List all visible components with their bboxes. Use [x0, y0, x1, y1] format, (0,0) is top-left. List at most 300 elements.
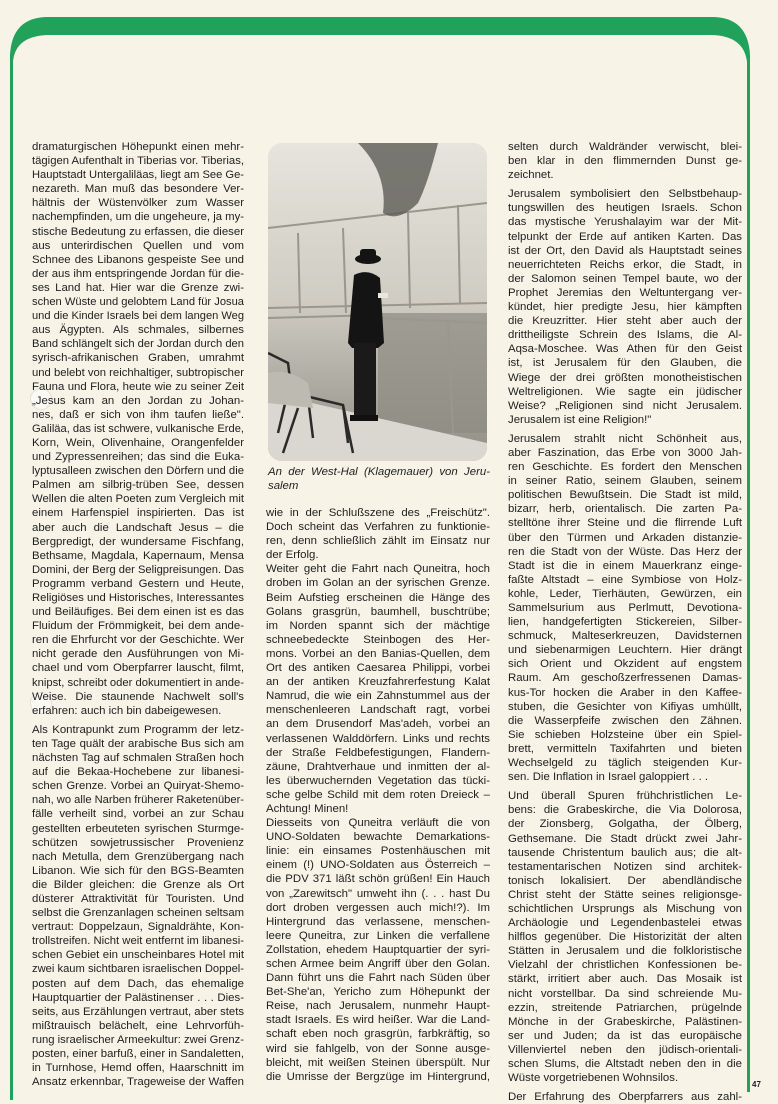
text-line-content: seits, aus Erzählungen vertraut, aber stets	[32, 1005, 244, 1018]
text-line-content: kündet, hier predigte Jesu, hier kämpften	[508, 301, 742, 314]
text-line-content: ser und Juden; da ist das europäische	[508, 1029, 742, 1042]
text-line	[32, 605, 244, 619]
text-line-content: Jerusalem ist eine Religion!"	[508, 413, 652, 426]
text-line-content: stelltöne ihrer Steine und die flirrende Luft	[508, 517, 742, 530]
text-line	[32, 464, 244, 478]
text-line-content: hältnis der Wüstenvölker zum Wasser	[32, 197, 244, 210]
text-line-content: fälle verheilt sind, vorbei an zur Schau	[32, 808, 244, 821]
text-line	[266, 717, 490, 731]
text-line	[32, 140, 244, 154]
text-line-content: tägigen Aufenthalt in Tiberias vor. Tiberias,	[32, 155, 244, 168]
text-line	[266, 1056, 490, 1070]
text-line-content: Als Kontrapunkt zum Programm der letz-	[32, 723, 244, 736]
text-line	[508, 545, 742, 559]
text-line	[266, 901, 490, 915]
text-line	[508, 187, 742, 201]
text-line	[32, 168, 244, 182]
text-line	[508, 930, 742, 944]
text-line	[508, 958, 742, 972]
text-line	[32, 661, 244, 675]
text-line-content: rung israelischer Armeekultur: zwei Grenz-	[32, 1033, 244, 1046]
text-line	[32, 892, 244, 906]
text-line-content: Hintergrund das verlassene, menschen-	[266, 915, 490, 928]
text-line-content: Jerusalem strahlt nicht Schönheit aus,	[508, 432, 742, 445]
text-line	[266, 619, 490, 633]
text-line-content: hilflos gegenüber. Die Historizität der alten	[508, 931, 742, 944]
text-line	[266, 732, 490, 746]
paragraph	[32, 723, 244, 1089]
text-line	[266, 887, 490, 901]
text-line	[508, 1015, 742, 1029]
text-line-content: Sie schieben Holzsteine über ein Spiel-	[508, 728, 742, 741]
text-line-content: Wiege der drei größten monotheistischen	[508, 371, 742, 384]
text-line-content: der aus ihm entspringende Jordan für die-	[32, 267, 244, 280]
text-line	[508, 742, 742, 756]
text-line-content: das mystische Yerushalayim war der Mit-	[508, 216, 742, 229]
text-line	[266, 957, 490, 971]
paragraph	[266, 562, 490, 816]
text-line-content: schichtlichen Ursprungs als Mischung von	[508, 902, 742, 915]
text-line-content: nicht vorstellbar. Da sind schreiende Mu-	[508, 987, 742, 1000]
text-line	[32, 822, 244, 836]
text-line-content: erfahren: auch ich bin dabeigewesen.	[32, 704, 222, 717]
text-line-content: Diesseits von Quneitra verläuft die von	[266, 817, 490, 830]
text-line	[508, 432, 742, 446]
text-line-content: selbst die Grenzanlagen scheinen seltsam	[32, 907, 244, 920]
text-line	[508, 573, 742, 587]
text-line-content: tausende Christentum baulich aus; die alt-	[508, 846, 742, 859]
text-line-content: chael und vom Oberpfarrer lauscht, filmt,	[32, 662, 244, 675]
text-line	[266, 548, 490, 562]
text-line-content: tungswillen des heutigen Israels. Schon	[508, 202, 742, 215]
text-line-content: der Erfolg.	[266, 549, 319, 562]
text-line-content: Stätten in Jerusalem und die folkloristische	[508, 945, 742, 958]
text-line-content: von „Zarewitsch" umweht ihn (. . . hast Du	[266, 887, 490, 900]
text-line	[266, 985, 490, 999]
text-line	[508, 413, 742, 427]
text-line	[508, 356, 742, 370]
text-line-content: Vielzahl der christlichen Konfessionen be-	[508, 959, 742, 972]
text-line-content: an dem Drusendorf Mas'adeh, vorbei an	[266, 718, 490, 731]
text-line-content: Bergpredigt, der wundersame Fischfang,	[32, 535, 244, 548]
text-line-content: ist der Ort, den David als Hauptstadt seines	[508, 244, 742, 257]
text-line-content: zwei kaum sichtbaren israelischen Doppel-	[32, 963, 244, 976]
text-line-content: Bethsame, Magdala, Kapernaum, Mensa	[32, 549, 244, 562]
text-line	[32, 864, 244, 878]
text-line-content: mißtrauisch belächelt, eine Lehrvorfüh-	[32, 1019, 244, 1032]
text-line	[508, 987, 742, 1001]
text-line-content: Ort des antiken Caesarea Philippi, vorbei	[266, 662, 490, 675]
text-line	[508, 286, 742, 300]
text-line-content: wird sie fahlgelb, von der Sonne ausge-	[266, 1042, 490, 1055]
text-line	[508, 657, 742, 671]
text-line	[32, 281, 244, 295]
paragraph	[266, 816, 490, 1084]
text-line-content: die Umrisse der Bergzüge im Hintergrund,	[266, 1070, 490, 1083]
text-line	[32, 182, 244, 196]
text-line-content: schen Gebiet ein unscheinbares Hotel mit	[32, 949, 244, 962]
text-line	[32, 751, 244, 765]
text-line	[32, 309, 244, 323]
photo-caption	[268, 465, 490, 493]
page-number: 47	[752, 1080, 761, 1089]
text-line-content: ren Geschichte. Es fordert den Menschen	[508, 461, 742, 474]
text-line-content: nah, wo alle Narben früherer Raketenüber-	[32, 794, 244, 807]
text-line-content: nes, daß er sich von ihm taufen ließe".	[32, 408, 244, 421]
text-line-content: einem (!) UNO-Soldaten aus Österreich –	[266, 859, 490, 872]
text-line-content: Galiläa, das ist schwere, vulkanische Erde,	[32, 422, 244, 435]
text-line	[32, 1033, 244, 1047]
text-line	[266, 605, 490, 619]
text-line-content: Raum. Am geschoßzerfressenen Damas-	[508, 672, 742, 685]
wailing-wall-photo	[268, 143, 487, 461]
text-line	[508, 789, 742, 803]
text-line-content: Bet-She'an, Yericho zum Höhepunkt der	[266, 986, 490, 999]
text-line-content: Schnee des Libanons gespeiste See und	[32, 253, 244, 266]
text-line	[508, 1090, 742, 1104]
text-line-content: aber auch die Landschaft Jesus – die	[32, 521, 244, 534]
text-line-content: mons. Vorbei an den Banias-Quellen, dem	[266, 647, 490, 660]
text-line	[32, 920, 244, 934]
text-line-content: Hauptstadt Untergaliläas, liegt am See Ge-	[32, 169, 244, 182]
text-line	[32, 351, 244, 365]
text-line	[508, 846, 742, 860]
text-column-1	[32, 140, 244, 1089]
text-line	[508, 874, 742, 888]
text-line-content: Palmen am silbrig-trüben See, dessen	[32, 479, 244, 492]
text-line-content: einem Harfenspiel inspirierten. Das ist	[32, 507, 244, 520]
paragraph	[32, 140, 244, 718]
text-line-content: aber Faszination, das Erbe von 3000 Jah-	[508, 446, 742, 459]
text-line-content: posten, einer barfuß, einer in Sandaletten,	[32, 1048, 244, 1060]
text-line-content: Programm verband Gestern und Heute,	[32, 577, 244, 590]
text-line	[508, 516, 742, 530]
text-line	[32, 704, 244, 718]
text-line-content: Korn, Wein, Olivenhaine, Orangenfelder	[32, 436, 244, 449]
text-line	[32, 836, 244, 850]
paragraph	[508, 789, 742, 1085]
text-line-content: ben klar in den flimmernden Dunst ge-	[508, 155, 742, 168]
text-line-content: linie: ein einsames Postenhäuschen mit	[266, 845, 490, 858]
text-line-content: politischen Bewußtsein. Die Stadt ist mild,	[508, 489, 742, 502]
text-line	[508, 272, 742, 286]
text-line	[508, 629, 742, 643]
text-line	[508, 244, 742, 258]
text-line-content: Mönche in der Grabeskirche, Palästinen-	[508, 1015, 742, 1028]
text-line-content: schen Armee beim Angriff über den Golan.	[266, 958, 490, 970]
text-line-content: wie in der Schlußszene des „Freischütz".	[266, 507, 490, 519]
text-line-content: Golans grasgrün, baumhell, buschtrübe;	[266, 605, 490, 618]
text-line	[266, 816, 490, 830]
text-line-content: nicht gerade den Ausführungen von Mi-	[32, 648, 244, 661]
text-line-content: Weltreligionen. Wie sagte ein jüdischer	[508, 385, 742, 398]
text-line-content: tonisch lokalisiert. Der abendländische	[508, 874, 742, 887]
text-line	[508, 902, 742, 916]
text-line	[508, 817, 742, 831]
text-line-content: zeichnet.	[508, 169, 554, 182]
text-line	[266, 633, 490, 647]
text-line	[508, 728, 742, 742]
text-line-content: Ansatz erkennbar, Trageweise der Waffen	[32, 1076, 244, 1089]
text-line-content: ses Land hat. Hier war die Grenze zwi-	[32, 281, 244, 294]
caption-line: salem	[268, 480, 299, 493]
text-line-content: Zollstation, ehedem Hauptquartier der syri-	[266, 943, 490, 956]
text-line-content: Villenviertel neben den jüdisch-orientali-	[508, 1043, 742, 1056]
text-line	[266, 591, 490, 605]
text-line	[508, 474, 742, 488]
text-line	[266, 802, 490, 816]
text-line-content: drittheiligste Schrein des Islams, die Al-	[508, 329, 742, 342]
text-line-content: faßte Altstadt – eine Symbiose von Holz-	[508, 573, 742, 586]
text-line-content: auf die Bekaa-Hochebene zur libanesi-	[32, 766, 244, 779]
text-line-content: vertraut: Doppelzaun, Signaldrähte, Kon-	[32, 921, 244, 934]
text-line	[266, 858, 490, 872]
text-line	[32, 323, 244, 337]
text-line	[508, 686, 742, 700]
text-line	[32, 239, 244, 253]
text-line-content: und belebt von reichhaltiger, subtropischer	[32, 366, 244, 379]
text-line	[266, 1070, 490, 1084]
text-line	[32, 492, 244, 506]
text-line	[32, 962, 244, 976]
text-line-content: ren die Stadt von der Wüste. Das Herz der	[508, 545, 742, 558]
text-line	[32, 408, 244, 422]
text-column-3	[508, 140, 742, 1104]
text-line-content: zäune, Drahtverhaue und inmitten der al-	[266, 760, 490, 773]
text-line	[508, 230, 742, 244]
text-line-content: Wellen die alten Poeten zum Vergleich mit	[32, 493, 244, 506]
text-line-content: Christ steht der Stätte seines religionsge-	[508, 888, 742, 901]
text-line	[508, 972, 742, 986]
text-line-content: der Salomon seinen Tempel baute, wo der	[508, 272, 742, 285]
text-line	[508, 756, 742, 770]
text-line	[508, 531, 742, 545]
text-line	[508, 1029, 742, 1043]
text-line	[266, 746, 490, 760]
text-line	[32, 906, 244, 920]
text-line	[266, 915, 490, 929]
text-line-content: Doch scheint das Verfahren zu funktionie-	[266, 521, 490, 534]
text-line	[508, 888, 742, 902]
text-line-content: Prophet Jeremias den Weltuntergang ver-	[508, 286, 742, 299]
text-line-content: neuerrichteten Reichs erkor, die Stadt, in	[508, 258, 742, 271]
text-line	[508, 328, 742, 342]
text-line-content: Stadt ist die in einem Mauerkranz einge-	[508, 559, 742, 572]
text-line	[32, 723, 244, 737]
text-line	[32, 647, 244, 661]
text-line	[32, 793, 244, 807]
text-line-content: Sammelsurium aus Perlmutt, Devotiona-	[508, 602, 742, 614]
text-line-content: gestellten erbeuteten syrischen Sturmge-	[32, 822, 244, 835]
text-line	[508, 916, 742, 930]
text-line	[32, 563, 244, 577]
text-line-content: und Beiläufiges. Bei dem einen ist es das	[32, 606, 244, 619]
text-line-content: testamentarischen Notizen sind architek-	[508, 860, 742, 873]
text-line-content: Jerusalem symbolisiert den Selbstbehaup-	[508, 188, 742, 201]
text-line	[32, 267, 244, 281]
text-line	[508, 803, 742, 817]
text-line-content: ren die Ehrfurcht vor der Geschichte. Wer	[32, 634, 244, 647]
caption-line: An der West-Hal (Klagemauer) von Jeru-	[268, 466, 490, 478]
text-line-content: bleicht, mit weißen Steinen überspült. Nur	[266, 1056, 490, 1069]
text-line	[32, 450, 244, 464]
text-line-content: im Norden spannt sich der mächtige	[266, 619, 490, 632]
text-line	[508, 714, 742, 728]
text-line	[266, 1042, 490, 1056]
text-line	[266, 788, 490, 802]
text-line	[32, 977, 244, 991]
paragraph	[508, 187, 742, 427]
text-line-content: „Jesus kam an den Jordan zu Johan-	[32, 394, 244, 407]
text-line-content: leere Quneitra, zur Linken die verfallene	[266, 929, 490, 942]
text-line	[508, 314, 742, 328]
text-line-content: telpunkt der Erde auf antiken Karten. Das	[508, 230, 742, 243]
text-column-2	[266, 506, 490, 1084]
text-line-content: Wüste vorgetriebenen Wohnsilos.	[508, 1072, 679, 1085]
text-line-content: lien, handgefertigten Stickereien, Silber-	[508, 616, 742, 629]
text-line	[266, 661, 490, 675]
text-line-content: bizarr, herb, orientalisch. Die zarten Pa-	[508, 503, 742, 516]
text-line	[508, 342, 742, 356]
text-line-content: schützen sowjetrussischer Provenienz	[32, 836, 244, 849]
text-line-content: die PDV 371 läßt schön grüßen! Ein Hauch	[266, 873, 490, 886]
photo-image	[268, 143, 487, 461]
text-line-content: ezzin, streitende Patriarchen, prügelnde	[508, 1001, 742, 1014]
text-line-content: sich Orient und Okzident auf engstem	[508, 658, 742, 671]
text-line	[32, 295, 244, 309]
text-line-content: kohle, Leder, Tierhäuten, Gewürzen, ein	[508, 587, 742, 600]
text-line	[508, 1001, 742, 1015]
text-line-content: Fluidum der Frömmigkeit, bei dem ande-	[32, 620, 244, 633]
text-line-content: les überwuchernden Vegetation das tücki-	[266, 774, 490, 787]
text-line	[266, 929, 490, 943]
text-line-content: die Bilder gleichen: die Grenze als Ort	[32, 878, 244, 891]
text-line-content: posten auf dem Dach, das ehemalige	[32, 977, 244, 990]
text-line	[32, 225, 244, 239]
text-line-content: knipst, schreibt oder dokumentiert in ande-	[32, 676, 244, 689]
text-line-content: der Straße Feldbefestigungen, Flandern-	[266, 746, 490, 759]
text-line	[508, 700, 742, 714]
text-line	[508, 460, 742, 474]
text-line	[266, 774, 490, 788]
text-line-content: Weise? „Religionen sind nicht Jerusalem.	[508, 399, 742, 412]
text-line	[32, 577, 244, 591]
text-line	[32, 779, 244, 793]
text-line-content: schen Grenze. Vorbei an Quiryat-Shemo-	[32, 780, 244, 793]
text-line-content: sen. Die Inflation in Israel galoppiert . . .	[508, 771, 709, 784]
text-line	[508, 488, 742, 502]
text-line-content: Aqsa-Moschee. Was Athen für den Geist	[508, 343, 742, 356]
text-line-content: Dann führt uns die Fahrt nach Süden über	[266, 972, 490, 985]
text-line-content: Achtung! Minen!	[266, 802, 349, 815]
text-line	[32, 253, 244, 267]
text-line-content: Reise, nach Jerusalem, nunmehr Haupt-	[266, 1000, 490, 1013]
text-line	[508, 559, 742, 573]
text-line	[32, 991, 244, 1005]
text-line-content: dramaturgischen Höhepunkt einen mehr-	[32, 141, 244, 153]
text-line-content: bens: die Grabeskirche, die Via Dolorosa,	[508, 804, 742, 817]
text-line	[32, 535, 244, 549]
text-line	[32, 591, 244, 605]
text-line-content: nächsten Tag auf schmalen Straßen hoch	[32, 752, 244, 765]
text-line	[266, 844, 490, 858]
paragraph	[508, 140, 742, 182]
text-line-content: in Turnhose, Hemd offen, Haarschnitt im	[32, 1062, 244, 1075]
text-line	[266, 943, 490, 957]
paragraph	[508, 432, 742, 784]
text-line	[32, 506, 244, 520]
text-line-content: Band schlängelt sich der Jordan durch den	[32, 338, 244, 351]
text-line	[32, 765, 244, 779]
text-line	[32, 690, 244, 704]
text-line	[32, 549, 244, 563]
text-line-content: und Zypressenreihen; das sind die Euka-	[32, 451, 244, 464]
text-line	[508, 615, 742, 629]
text-line	[266, 534, 490, 548]
text-line-content: Weise. Die staunende Nachwelt soll's	[32, 690, 244, 703]
text-line	[32, 850, 244, 864]
text-line	[508, 1057, 742, 1071]
text-line-content: schen Slums, die Altstadt neben den in die	[508, 1058, 742, 1070]
text-line-content: schmuck, Malteserkreuzen, Davidsternen	[508, 630, 742, 643]
text-line-content: und siebenarmigen Leuchtern. Hier drängt	[508, 644, 742, 657]
text-line-content: aus Ägypten. Als schmales, silbernes	[32, 324, 244, 337]
text-line	[32, 394, 244, 408]
text-line-content: syrisch-afrikanischen Graben, umrahmt	[32, 352, 244, 365]
text-line	[508, 300, 742, 314]
text-line	[508, 587, 742, 601]
text-line-content: selten durch Waldränder verwischt, blei-	[508, 141, 742, 153]
text-line	[32, 380, 244, 394]
text-line-content: stärkt, irritiert aber auch. Das Mosaik ist	[508, 973, 742, 986]
text-line-content: die Kreuzritter. Hier steht aber auch der	[508, 315, 742, 328]
text-line	[32, 436, 244, 450]
text-line-content: Religiöses und Historisches, Interessantes	[32, 592, 244, 604]
text-line	[508, 446, 742, 460]
text-line-content: Libanon. Wie sich für den BGS-Beamten	[32, 864, 244, 877]
text-line	[32, 1047, 244, 1061]
text-line	[266, 675, 490, 689]
text-line	[32, 934, 244, 948]
text-line-content: dort droben vergessen auch mich!?). Im	[266, 901, 490, 914]
text-line	[266, 506, 490, 520]
text-line	[508, 770, 742, 784]
text-line	[508, 215, 742, 229]
paragraph	[266, 506, 490, 562]
text-line	[32, 210, 244, 224]
text-line	[508, 643, 742, 657]
text-line	[32, 948, 244, 962]
text-line	[508, 832, 742, 846]
text-line	[32, 337, 244, 351]
text-line-content: Der Erfahrung des Oberpfarrers aus zahl-	[508, 1091, 742, 1104]
text-line-content: in seiner Ratio, seinem Glauben, seinem	[508, 475, 742, 488]
text-line	[32, 422, 244, 436]
text-line	[508, 201, 742, 215]
text-line	[266, 872, 490, 886]
text-line	[32, 1075, 244, 1089]
text-line-content: menschenleeren Landschaft ragt, vorbei	[266, 704, 490, 717]
text-line	[32, 676, 244, 690]
text-line-content: schaft eben noch grasgrün, farbkräftig, so	[266, 1028, 490, 1041]
text-line	[508, 1043, 742, 1057]
text-line	[32, 1005, 244, 1019]
text-line-content: und die Kinder Israels bei dem langen Weg	[32, 310, 244, 323]
text-line-content: nach Metulla, dem Grenzübergang nach	[32, 850, 244, 863]
text-line-content: Beim Aufstieg erscheinen die Hänge des	[266, 591, 490, 604]
text-line	[266, 689, 490, 703]
text-line	[32, 1061, 244, 1075]
